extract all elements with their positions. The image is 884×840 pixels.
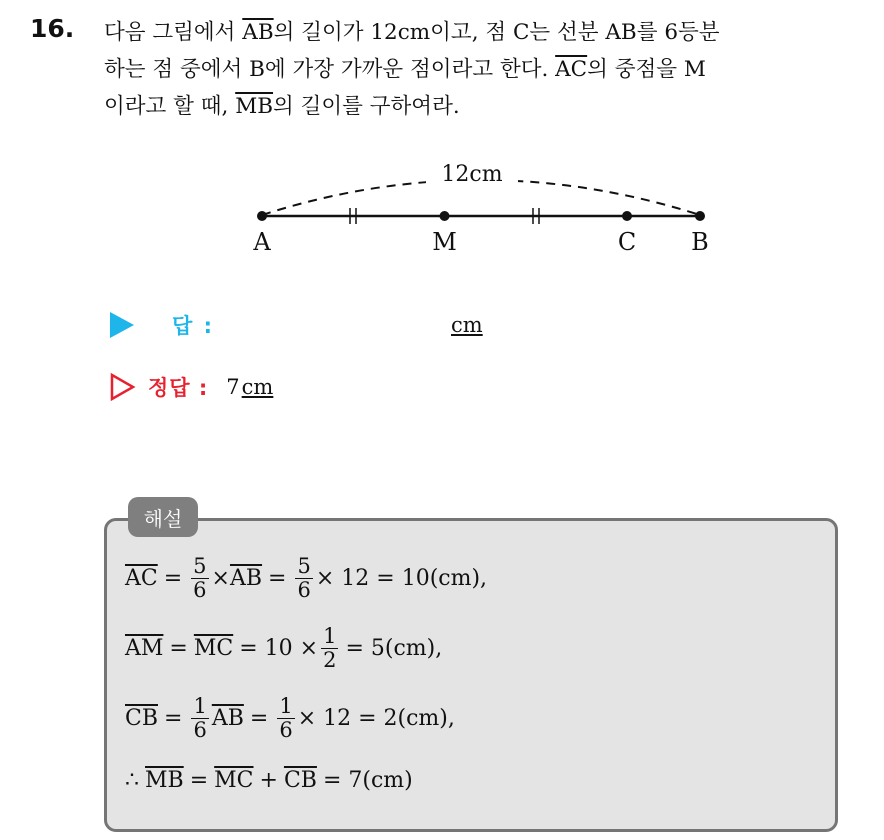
segment-figure xyxy=(240,150,740,260)
length-label: 12cm xyxy=(441,162,503,187)
question-text xyxy=(104,14,874,125)
answer-unit: cm xyxy=(451,313,483,337)
correct-value: 7 xyxy=(226,375,240,399)
question-line-3: 이라고 할 때, $\overline{MB}$의 길이를 구하여라. xyxy=(104,94,460,119)
point-b xyxy=(695,211,705,221)
fraction: $\frac{5}{6}$ xyxy=(193,554,207,603)
solution-line-2: $\overline{AM}$ = $\overline{MC}$ = 10 × $\frac{1}{2}$ = 5(cm), xyxy=(125,624,443,673)
solution-tag: 해설 xyxy=(128,497,198,537)
question-line-2: 하는 점 중에서 B에 가장 가까운 점이라고 한다. $\overline{AC}$의 중점을 M xyxy=(104,57,706,82)
point-m xyxy=(440,211,450,221)
correct-arrow-icon xyxy=(110,373,136,401)
fraction: $\frac{1}{6}$ xyxy=(279,694,293,743)
fraction: $\frac{5}{6}$ xyxy=(297,554,311,603)
solution-line-3: $\overline{CB}$ = $\frac{1}{6}$ $\overline{AB}$ = $\frac{1}{6}$ × 12 = 2(cm), xyxy=(125,694,455,743)
correct-unit: cm xyxy=(241,375,274,399)
answer-label: 답 : xyxy=(172,314,214,338)
answer-arrow-icon xyxy=(110,312,134,338)
fraction: $\frac{1}{6}$ xyxy=(193,694,207,743)
point-label-a: A xyxy=(253,228,271,256)
point-c xyxy=(622,211,632,221)
question-line-1: 다음 그림에서 $\overline{AB}$의 길이가 12cm이고, 점 C는 선분 AB를 6등분 xyxy=(104,20,720,45)
solution-line-4: ∴ $\overline{MB}$ = $\overline{MC}$ + $\overline{CB}$ = 7(cm) xyxy=(125,768,413,793)
point-label-m: M xyxy=(432,228,457,256)
fraction: $\frac{1}{2}$ xyxy=(323,624,337,673)
segment-ab: $\overline{AB}$ xyxy=(242,20,274,45)
answer-row xyxy=(110,310,483,340)
segment-ac: $\overline{AC}$ xyxy=(555,57,588,82)
points xyxy=(252,211,708,256)
point-label-c: C xyxy=(617,228,637,256)
point-a xyxy=(257,211,267,221)
correct-answer-row xyxy=(110,372,273,402)
solution-line-1: $\overline{AC}$ = $\frac{5}{6}$ × $\overline{AB}$ = $\frac{5}{6}$ × 12 = 10(cm), xyxy=(125,554,488,603)
question-number: 16. xyxy=(30,14,75,43)
correct-label: 정답 : xyxy=(148,376,209,400)
point-label-b: B xyxy=(691,228,709,256)
segment-mb: $\overline{MB}$ xyxy=(235,94,274,119)
